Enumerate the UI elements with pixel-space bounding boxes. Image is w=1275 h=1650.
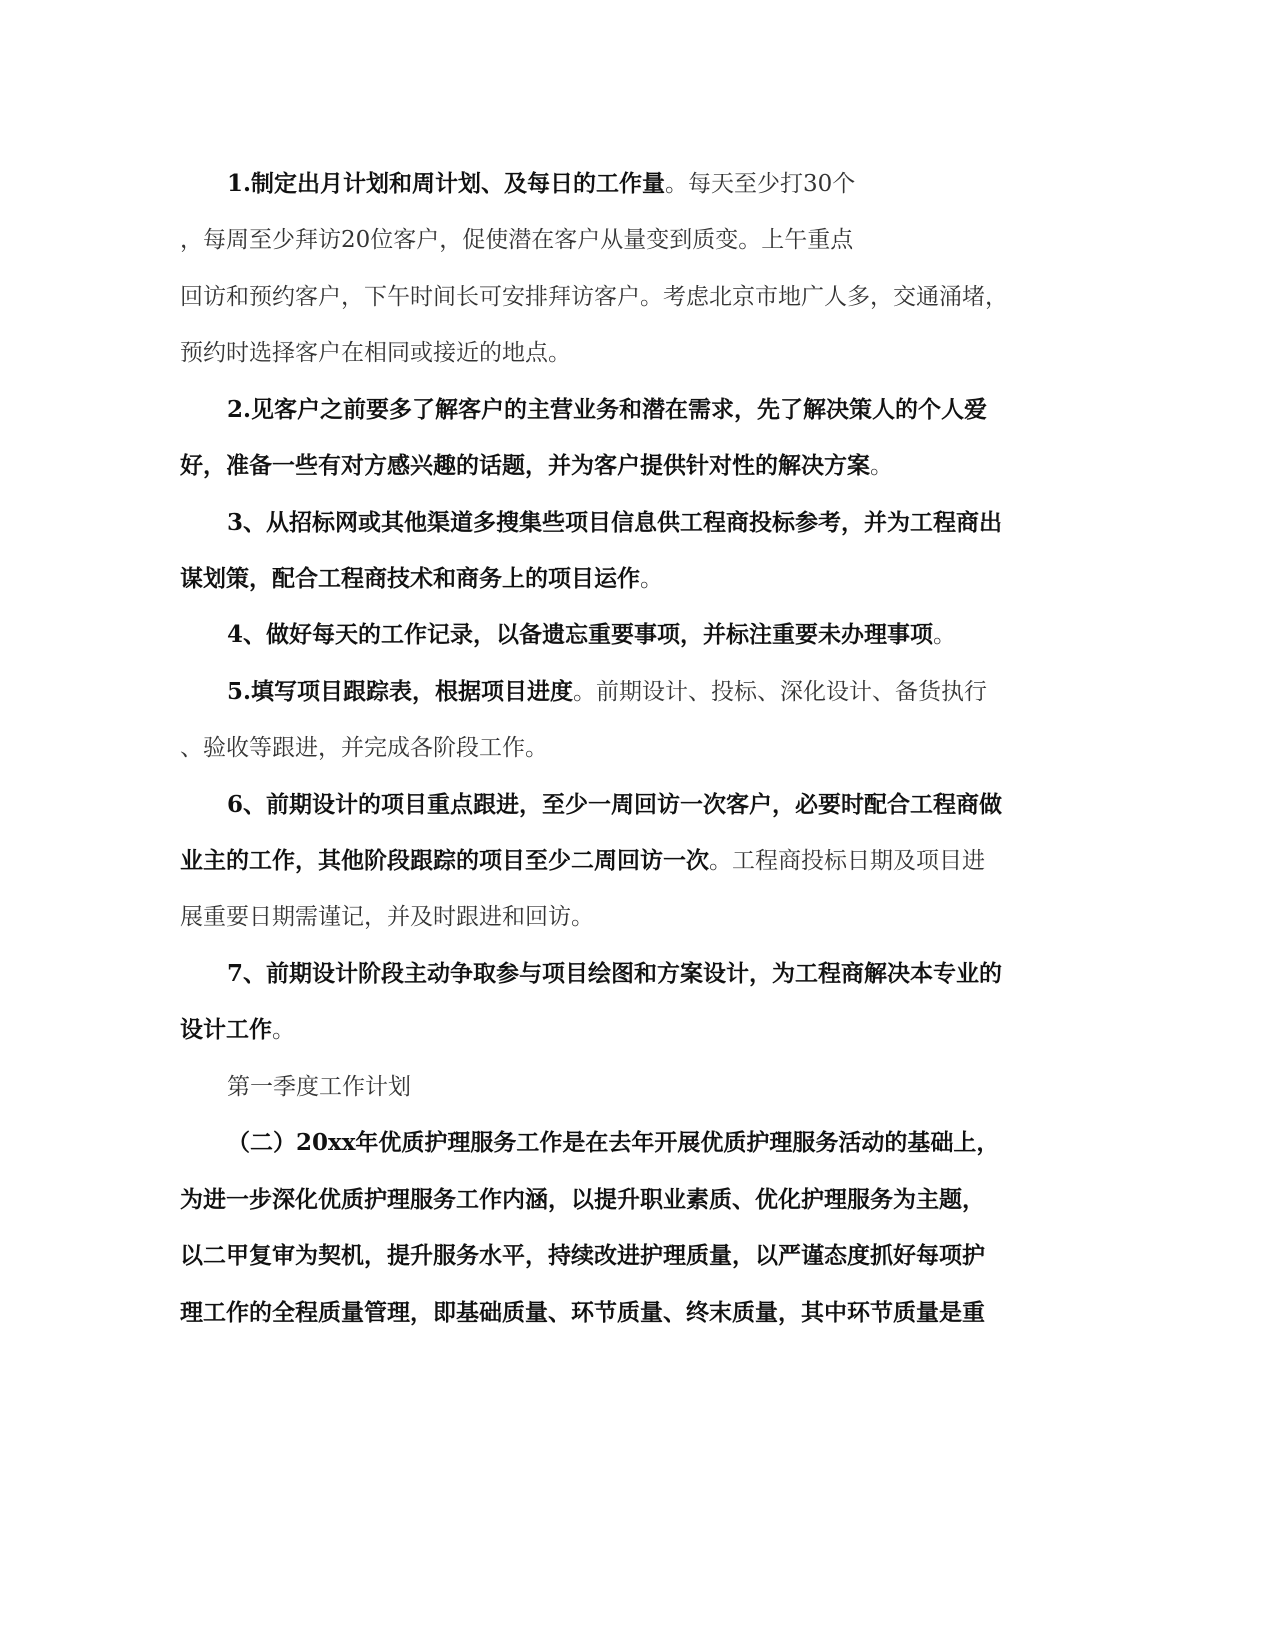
normal-text: 。每天至少打30个: [665, 171, 856, 197]
paragraph-1-line-4: [180, 337, 571, 369]
normal-text: 展重要日期需谨记，并及时跟进和回访。: [180, 904, 594, 930]
bold-text: （二）20xx年优质护理服务工作是在去年开展优质护理服务活动的基础上，: [227, 1129, 1000, 1156]
paragraph-6-line-2: [180, 845, 985, 877]
bold-text: 设计工作: [180, 1016, 272, 1043]
paragraph-7-line-1: [227, 958, 1002, 990]
bold-text: 好，准备一些有对方感兴趣的话题，并为客户提供针对性的解决方案: [180, 452, 870, 479]
paragraph-6-line-1: [227, 789, 1002, 821]
bold-text: 为进一步深化优质护理服务工作内涵，以提升职业素质、优化护理服务为主题，: [180, 1186, 985, 1213]
paragraph-3-line-2: [180, 563, 663, 595]
normal-text: 。: [272, 1017, 295, 1043]
normal-text: 。: [640, 566, 663, 592]
bold-text: 以二甲复审为契机，提升服务水平，持续改进护理质量，以严谨态度抓好每项护: [180, 1242, 985, 1269]
normal-text: 第一季度工作计划: [227, 1074, 411, 1100]
paragraph-1-line-3: [180, 281, 1008, 313]
paragraph-9-line-1: [227, 1127, 999, 1159]
paragraph-7-line-2: [180, 1014, 295, 1046]
normal-text: 、验收等跟进，并完成各阶段工作。: [180, 735, 548, 761]
normal-text: 。前期设计、投标、深化设计、备货执行: [573, 679, 988, 705]
normal-text: 回访和预约客户，下午时间长可安排拜访客户。考虑北京市地广人多，交通涌堵，: [180, 284, 1008, 310]
bold-text: 理工作的全程质量管理，即基础质量、环节质量、终末质量，其中环节质量是重: [180, 1299, 985, 1326]
paragraph-9-line-4: [180, 1297, 985, 1329]
bold-text: 7、前期设计阶段主动争取参与项目绘图和方案设计，为工程商解决本专业的: [227, 960, 1003, 987]
section-heading: [227, 1071, 411, 1103]
bold-text: 谋划策，配合工程商技术和商务上的项目运作: [180, 565, 640, 592]
paragraph-3-line-1: [227, 507, 1002, 539]
paragraph-2-line-2: [180, 450, 893, 482]
paragraph-6-line-3: [180, 901, 594, 933]
normal-text: ，每周至少拜访20位客户，促使潜在客户从量变到质变。上午重点: [180, 227, 854, 253]
paragraph-1-line-1: [227, 168, 855, 200]
normal-text: 预约时选择客户在相同或接近的地点。: [180, 340, 571, 366]
bold-text: 2.见客户之前要多了解客户的主营业务和潜在需求，先了解决策人的个人爱: [227, 396, 988, 423]
paragraph-9-line-2: [180, 1184, 985, 1216]
normal-text: 。: [870, 453, 893, 479]
paragraph-2-line-1: [227, 394, 987, 426]
paragraph-5-line-2: [180, 732, 548, 764]
paragraph-4-line-1: [227, 619, 956, 651]
bold-text: 6、前期设计的项目重点跟进，至少一周回访一次客户，必要时配合工程商做: [227, 791, 1003, 818]
paragraph-5-line-1: [227, 676, 987, 708]
bold-text: 3、从招标网或其他渠道多搜集些项目信息供工程商投标参考，并为工程商出: [227, 509, 1003, 536]
paragraph-9-line-3: [180, 1240, 985, 1272]
bold-text: 4、做好每天的工作记录，以备遗忘重要事项，并标注重要未办理事项: [227, 621, 934, 648]
normal-text: 。: [933, 622, 957, 648]
normal-text: 。工程商投标日期及项目进: [709, 848, 985, 874]
bold-text: 5.填写项目跟踪表，根据项目进度: [227, 678, 574, 705]
paragraph-1-line-2: [180, 224, 853, 256]
bold-text: 业主的工作，其他阶段跟踪的项目至少二周回访一次: [180, 847, 709, 874]
bold-text: 1.制定出月计划和周计划、及每日的工作量: [227, 170, 666, 197]
